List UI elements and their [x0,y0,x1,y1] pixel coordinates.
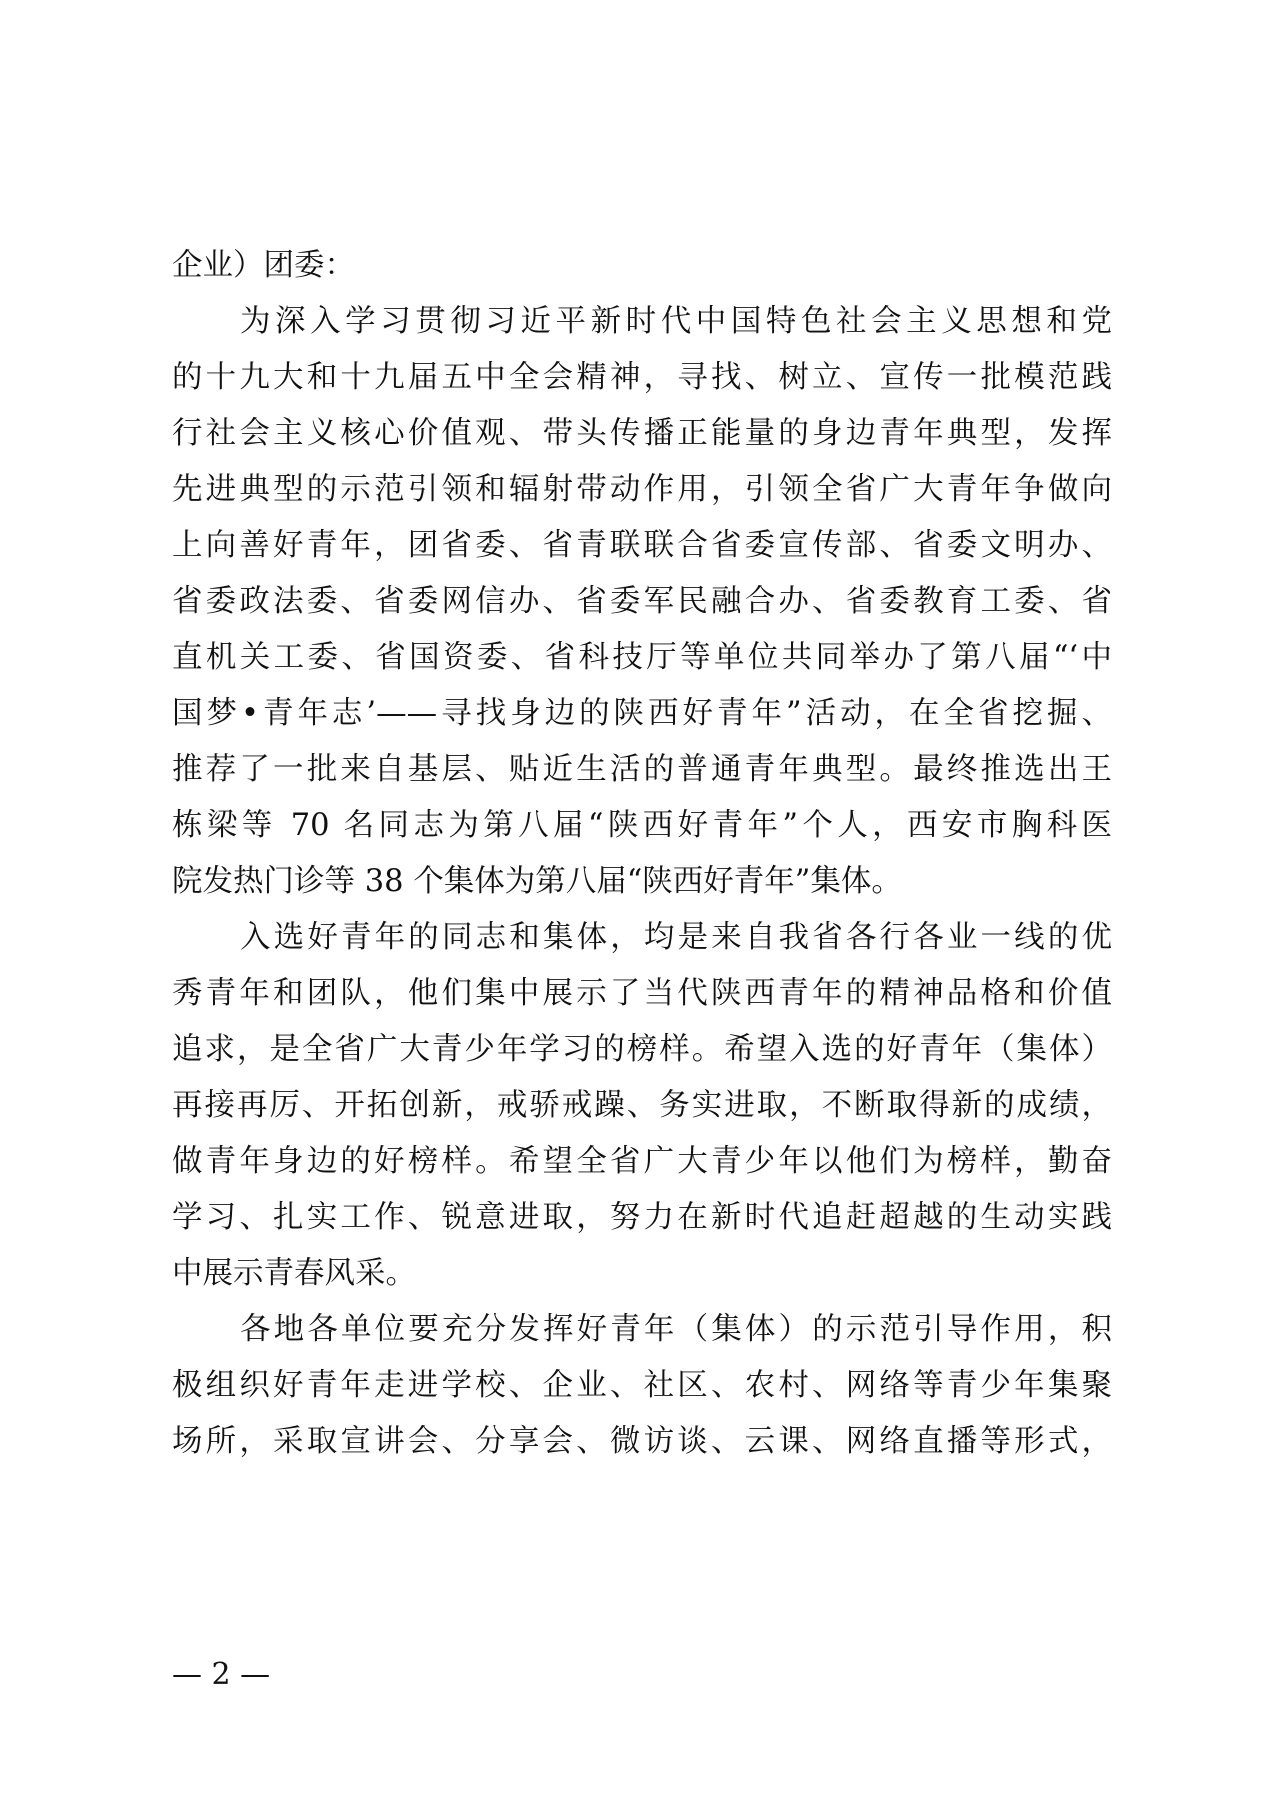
page-number: — 2 — [172,1657,271,1692]
text-line: 先进典型的示范引领和辐射带动作用，引领全省广大青年争做向 [172,472,1112,507]
text-line: 场所，采取宣讲会、分享会、微访谈、云课、网络直播等形式， [172,1424,1112,1459]
text-line: 行社会主义核心价值观、带头传播正能量的身边青年典型，发挥 [172,416,1112,451]
text-line: 极组织好青年走进学校、企业、社区、农村、网络等青少年集聚 [172,1368,1112,1403]
text-line: 栋梁等 70 名同志为第八届“陕西好青年”个人，西安市胸科医 [172,808,1112,843]
text-line: 推荐了一批来自基层、贴近生活的普通青年典型。最终推选出王 [172,752,1112,787]
text-line: 的十九大和十九届五中全会精神，寻找、树立、宣传一批模范践 [172,360,1112,395]
text-line: 省委政法委、省委网信办、省委军民融合办、省委教育工委、省 [172,584,1112,619]
text-line: 追求，是全省广大青少年学习的榜样。希望入选的好青年（集体） [172,1032,1112,1067]
paragraph-first-line: 为深入学习贯彻习近平新时代中国特色社会主义思想和党 [240,304,1112,339]
text-line: 国梦•青年志’——寻找身边的陕西好青年”活动，在全省挖掘、 [172,696,1112,731]
text-line: 学习、扎实工作、锐意进取，努力在新时代追赶超越的生动实践 [172,1200,1112,1235]
paragraph-first-line: 各地各单位要充分发挥好青年（集体）的示范引导作用，积 [240,1312,1112,1347]
text-line: 做青年身边的好榜样。希望全省广大青少年以他们为榜样，勤奋 [172,1144,1112,1179]
text-line: 企业）团委： [172,248,355,283]
paragraph-first-line: 入选好青年的同志和集体，均是来自我省各行各业一线的优 [240,920,1112,955]
text-line: 直机关工委、省国资委、省科技厅等单位共同举办了第八届“‘中 [172,640,1112,675]
text-line: 上向善好青年，团省委、省青联联合省委宣传部、省委文明办、 [172,528,1112,563]
text-line: 再接再厉、开拓创新，戒骄戒躁、务实进取，不断取得新的成绩， [172,1088,1112,1123]
text-line: 秀青年和团队，他们集中展示了当代陕西青年的精神品格和价值 [172,976,1112,1011]
text-line: 院发热门诊等 38 个集体为第八届“陕西好青年”集体。 [172,864,902,899]
text-line: 中展示青春风采。 [172,1256,416,1291]
